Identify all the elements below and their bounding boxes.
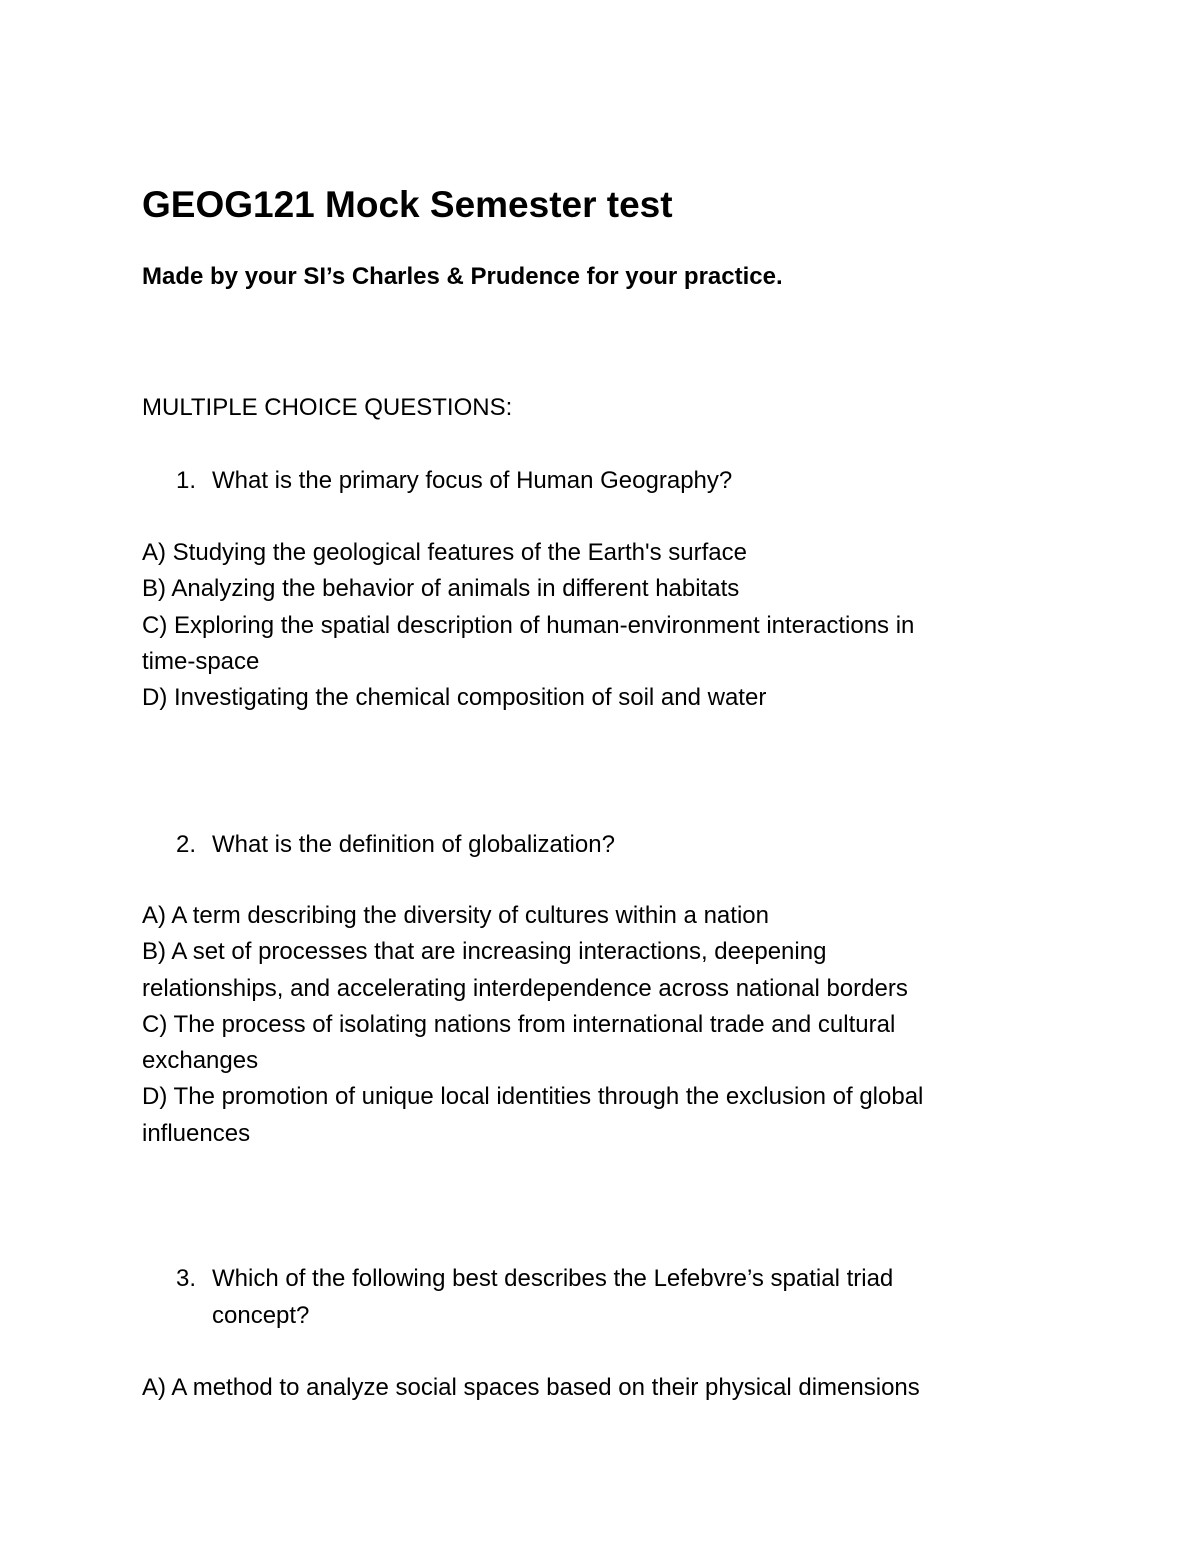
question-2-options bbox=[142, 898, 923, 1152]
option-line: C) Exploring the spatial description of human-environment interactions in bbox=[142, 611, 915, 639]
option-line: time-space bbox=[142, 647, 260, 675]
question-number: 3. bbox=[176, 1265, 197, 1292]
question-number: 1. bbox=[176, 467, 197, 494]
option-line: B) A set of processes that are increasing interactions, deepening bbox=[142, 938, 827, 966]
question-1-options bbox=[142, 535, 914, 716]
option-line: C) The process of isolating nations from international trade and cultural bbox=[142, 1010, 896, 1038]
option-line: A) A method to analyze social spaces based on their physical dimensions bbox=[142, 1374, 920, 1401]
page-subtitle: Made by your SI’s Charles & Prudence for your practice. bbox=[142, 263, 783, 290]
question-text: What is the primary focus of Human Geography? bbox=[212, 467, 733, 494]
option-line: exchanges bbox=[142, 1047, 259, 1075]
question-text-line: concept? bbox=[212, 1302, 310, 1329]
option-line: A) A term describing the diversity of cultures within a nation bbox=[142, 902, 769, 929]
section-heading: MULTIPLE CHOICE QUESTIONS: bbox=[142, 394, 513, 421]
option-line: B) Analyzing the behavior of animals in different habitats bbox=[142, 575, 740, 603]
page-title: GEOG121 Mock Semester test bbox=[142, 184, 673, 225]
question-3 bbox=[176, 1260, 1032, 1334]
option-line: influences bbox=[142, 1119, 251, 1147]
option-line: D) The promotion of unique local identities through the exclusion of global bbox=[142, 1083, 924, 1111]
question-text-line: Which of the following best describes the Lefebvre’s spatial triad bbox=[212, 1265, 894, 1292]
question-2 bbox=[176, 826, 1032, 863]
option-line: D) Investigating the chemical composition of soil and water bbox=[142, 684, 767, 712]
question-3-options bbox=[142, 1370, 920, 1406]
question-1 bbox=[176, 462, 1032, 499]
question-text: What is the definition of globalization? bbox=[212, 831, 615, 858]
option-line: relationships, and accelerating interdependence across national borders bbox=[142, 974, 908, 1002]
question-number: 2. bbox=[176, 831, 197, 858]
option-line: A) Studying the geological features of the Earth's surface bbox=[142, 539, 747, 566]
question-text bbox=[212, 1260, 1032, 1334]
